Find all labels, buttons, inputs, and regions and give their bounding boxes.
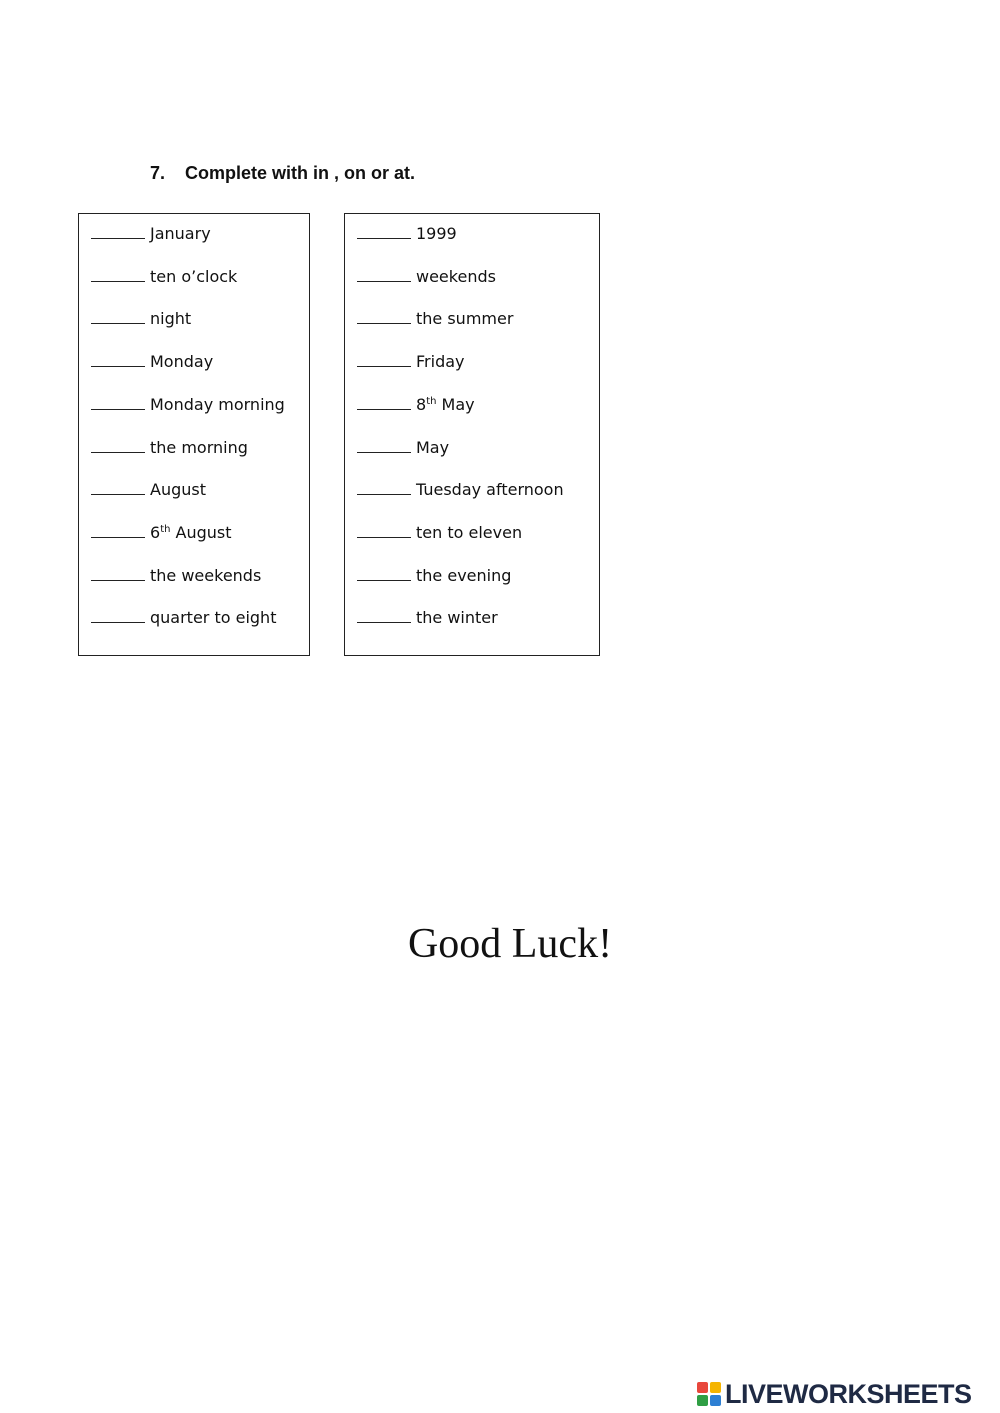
- list-item: [357, 352, 465, 371]
- item-text: August: [150, 480, 206, 500]
- answer-blank[interactable]: [91, 525, 145, 538]
- answer-blank[interactable]: [91, 311, 145, 324]
- list-item: [357, 480, 564, 499]
- item-text: the summer: [416, 309, 514, 329]
- list-item: [91, 480, 206, 499]
- exercise-number: 7.: [150, 163, 166, 183]
- answer-blank[interactable]: [357, 525, 411, 538]
- answer-blank[interactable]: [91, 269, 145, 282]
- answer-blank[interactable]: [357, 354, 411, 367]
- list-item: [357, 438, 449, 457]
- item-text: ten to eleven: [416, 522, 523, 542]
- list-item: [357, 608, 498, 627]
- right-item-box: [344, 213, 600, 656]
- answer-blank[interactable]: [357, 397, 411, 410]
- ordinal-suffix: th: [426, 395, 437, 407]
- day-number: 8: [416, 394, 427, 414]
- logo-square: [697, 1395, 708, 1406]
- day-number: 6: [150, 522, 161, 542]
- item-text: night: [150, 309, 192, 329]
- item-text: the morning: [150, 437, 248, 457]
- liveworksheets-logo: [697, 1378, 972, 1410]
- item-text: May: [441, 394, 475, 414]
- list-item: [357, 267, 496, 286]
- list-item: [91, 224, 211, 243]
- item-text: August: [175, 522, 232, 542]
- list-item: [357, 523, 522, 542]
- logo-square: [710, 1395, 721, 1406]
- answer-blank[interactable]: [91, 226, 145, 239]
- list-item: [91, 438, 248, 457]
- list-item: [91, 566, 261, 585]
- answer-blank[interactable]: [357, 269, 411, 282]
- list-item: [91, 309, 191, 328]
- answer-blank[interactable]: [91, 610, 145, 623]
- item-text: Monday morning: [150, 394, 285, 414]
- item-text: Monday: [150, 352, 214, 372]
- item-text: weekends: [416, 266, 496, 286]
- answer-blank[interactable]: [91, 440, 145, 453]
- list-item: [91, 395, 285, 414]
- left-item-box: [78, 213, 310, 656]
- ordinal-suffix: th: [160, 523, 171, 535]
- list-item: [91, 608, 276, 627]
- list-item: [357, 224, 457, 243]
- exercise-heading: [150, 163, 415, 184]
- answer-blank[interactable]: [91, 354, 145, 367]
- list-item: [357, 566, 511, 585]
- answer-blank[interactable]: [357, 226, 411, 239]
- brand-name: LIVEWORKSHEETS: [725, 1378, 972, 1409]
- list-item: [91, 523, 232, 542]
- item-text: the evening: [416, 565, 512, 585]
- list-item: [357, 309, 513, 328]
- item-text: Tuesday afternoon: [416, 480, 564, 500]
- answer-blank[interactable]: [91, 568, 145, 581]
- logo-square: [697, 1382, 708, 1393]
- answer-blank[interactable]: [357, 568, 411, 581]
- answer-blank[interactable]: [357, 482, 411, 495]
- answer-blank[interactable]: [91, 397, 145, 410]
- exercise-instruction: Complete with in , on or at.: [185, 163, 416, 183]
- item-text: quarter to eight: [150, 608, 277, 628]
- item-text: ten o’clock: [150, 266, 238, 286]
- answer-blank[interactable]: [357, 440, 411, 453]
- answer-blank[interactable]: [357, 311, 411, 324]
- item-text: the winter: [416, 608, 498, 628]
- item-text: Friday: [416, 352, 465, 372]
- list-item: [91, 352, 213, 371]
- closing-message: Good Luck!: [407, 921, 613, 967]
- logo-square: [710, 1382, 721, 1393]
- item-text: 1999: [416, 224, 457, 243]
- item-text: the weekends: [150, 565, 262, 585]
- item-text: January: [150, 224, 211, 243]
- list-item: [357, 395, 475, 414]
- answer-blank[interactable]: [357, 610, 411, 623]
- logo-squares-icon: [697, 1382, 721, 1406]
- item-text: May: [416, 437, 450, 457]
- list-item: [91, 267, 237, 286]
- answer-blank[interactable]: [91, 482, 145, 495]
